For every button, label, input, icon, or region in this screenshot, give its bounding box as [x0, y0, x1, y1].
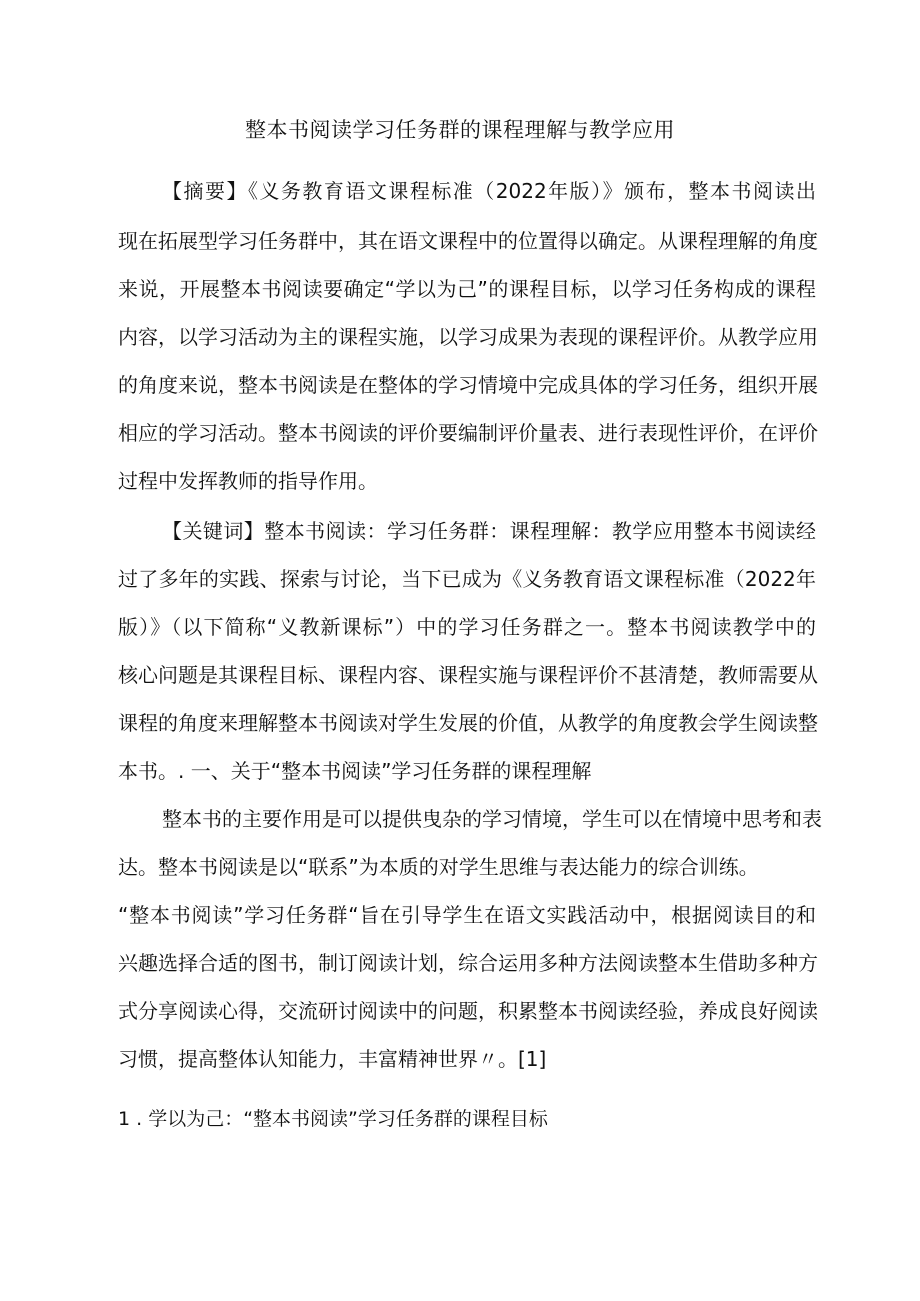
body-line: 达。整本书阅读是以“联系”为本质的对学生思维与表达能力的综合训练。	[118, 855, 759, 879]
keywords-line: 过了多年的实践、探索与讨论，当下已成为《义务教育语文课程标准（2022年	[118, 567, 816, 591]
body-line: 式分享阅读心得，交流研讨阅读中的问题，积累整本书阅读经验，养成良好阅读	[118, 999, 818, 1023]
body-line: 整本书的主要作用是可以提供曳杂的学习情境，学生可以在情境中思考和表	[162, 807, 822, 831]
body-line: 兴趣选择合适的图书，制订阅读计划，综合运用多种方法阅读整本生借助多种方	[118, 951, 818, 975]
section-heading: 1 . 学以为己：“整本书阅读”学习任务群的课程目标	[118, 1108, 548, 1130]
abstract-line: 的角度来说，整本书阅读是在整体的学习情境中完成具体的学习任务，组织开展	[118, 373, 818, 397]
keywords-line: 核心问题是其课程目标、课程内容、课程实施与课程评价不甚清楚，教师需要从	[118, 663, 818, 687]
abstract-line: 内容，以学习活动为主的课程实施，以学习成果为表现的课程评价。从教学应用	[118, 325, 818, 349]
abstract-line: 【摘要】《义务教育语文课程标准（2022年版）》颁布，整本书阅读出	[162, 179, 816, 203]
keywords-line: 【关键词】整本书阅读：学习任务群：课程理解：教学应用整本书阅读经	[162, 519, 816, 543]
document-title: 整本书阅读学习任务群的课程理解与教学应用	[245, 118, 675, 142]
keywords-line: 版）》（以下简称“义教新课标”）中的学习任务群之一。整本书阅读教学中的	[118, 615, 816, 639]
abstract-line: 相应的学习活动。整本书阅读的评价要编制评价量表、进行表现性评价，在评价	[118, 421, 818, 445]
body-line: “整本书阅读”学习任务群“旨在引导学生在语文实践活动中，根据阅读目的和	[118, 903, 816, 927]
abstract-line: 来说，开展整本书阅读要确定“学以为己”的课程目标，以学习任务构成的课程	[118, 277, 816, 301]
abstract-line: 现在拓展型学习任务群中，其在语文课程中的位置得以确定。从课程理解的角度	[118, 229, 818, 253]
body-line: 习惯，提高整体认知能力，丰富精神世界〃。[1]	[118, 1047, 547, 1071]
abstract-line: 过程中发挥教师的指导作用。	[118, 469, 378, 493]
keywords-line: 课程的角度来理解整本书阅读对学生发展的价值，从教学的角度教会学生阅读整	[118, 711, 818, 735]
keywords-line: 本书。. 一、关于“整本书阅读”学习任务群的课程理解	[118, 759, 592, 783]
